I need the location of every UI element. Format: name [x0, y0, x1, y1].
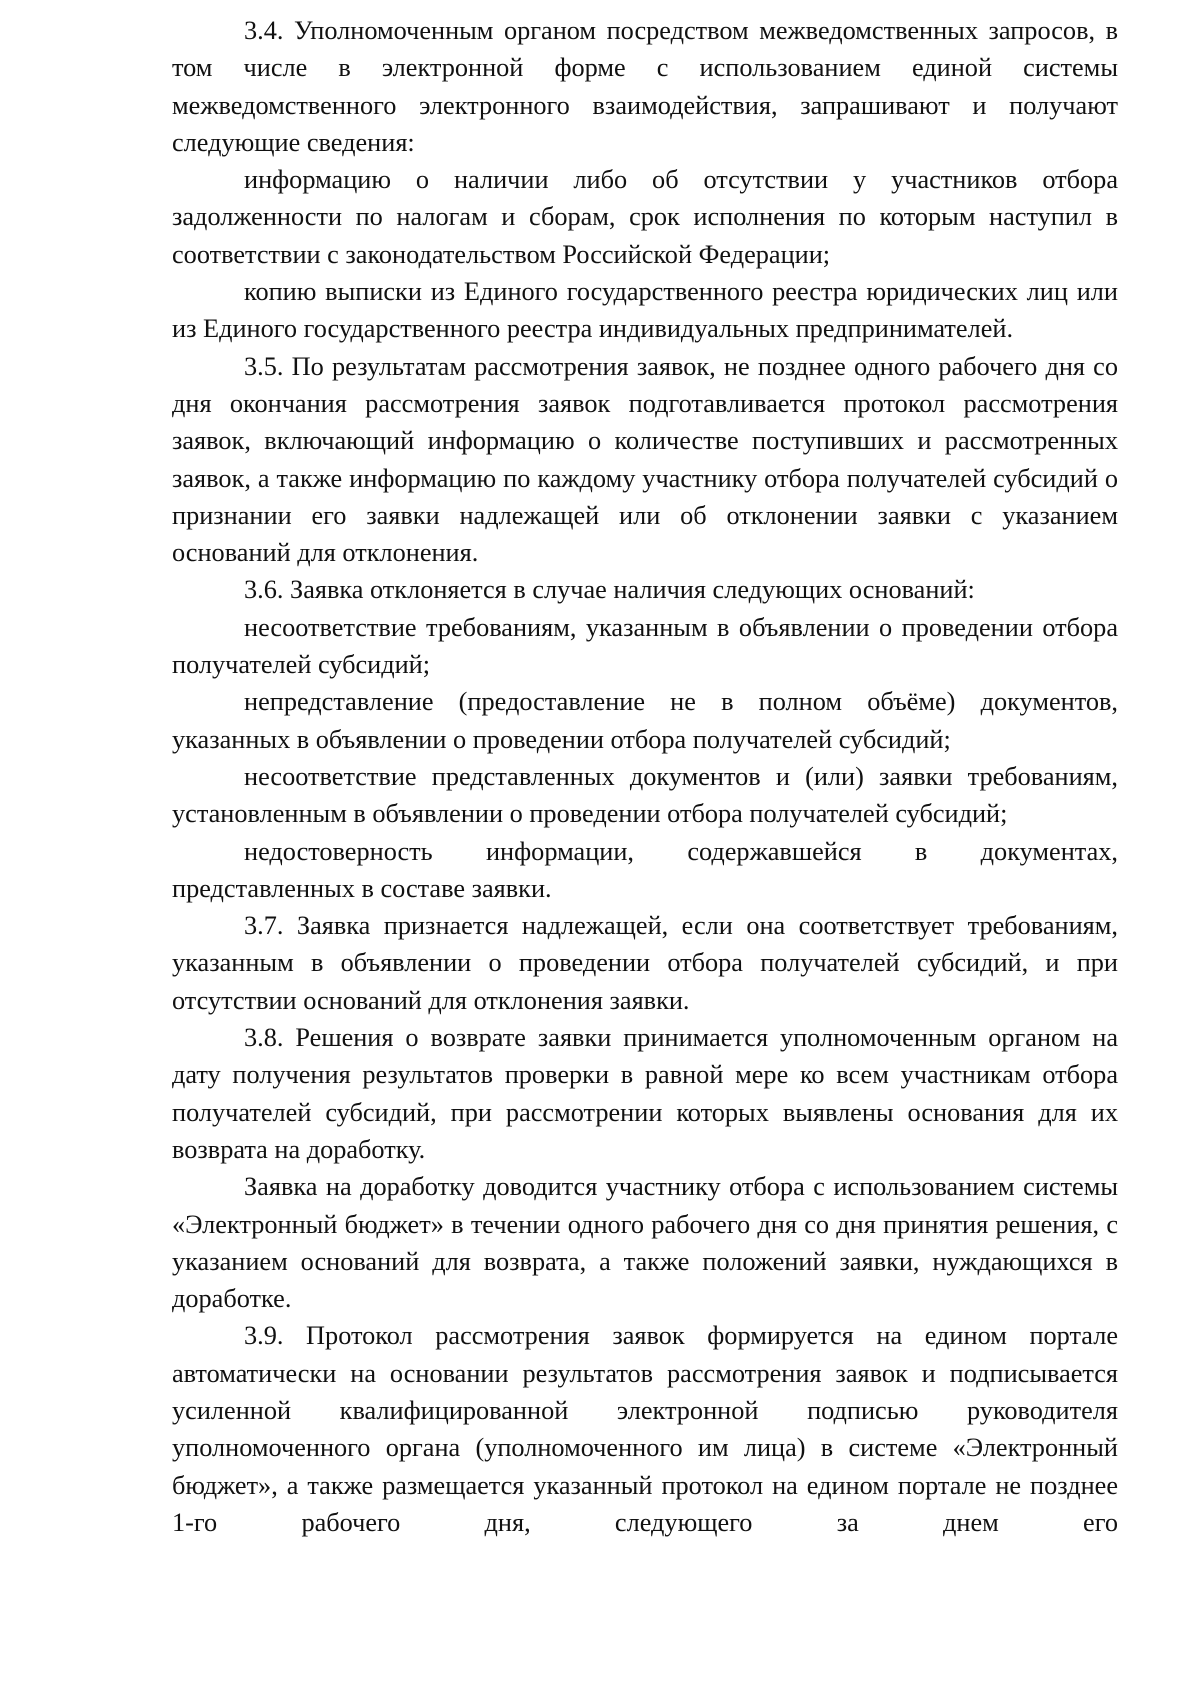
- paragraph-registry-extract: копию выписки из Единого государственного реестра юридических лиц или из Единого государственного реестра индивидуальных предпринимателей.: [172, 277, 1118, 344]
- paragraph-revision-notice: Заявка на доработку доводится участнику отбора с использованием системы «Электронный бюджет» в течении одного рабочего дня со дня принятия решения, с указанием оснований для возврата, а также положений заявки, нуждающихся в доработке.: [172, 1172, 1118, 1314]
- paragraph-tax-debt-info: информацию о наличии либо об отсутствии у участников отбора задолженности по налогам и сборам, срок исполнения по которым наступил в соответствии с законодательством Российской Федерации;: [172, 165, 1118, 269]
- document-page: [172, 12, 1118, 1541]
- paragraph-rejection-reason-3: несоответствие представленных документов и (или) заявки требованиям, установленным в объявлении о проведении отбора получателей субсидий;: [172, 761, 1118, 829]
- paragraph-rejection-reason-1: несоответствие требованиям, указанным в объявлении о проведении отбора получателей субсидий;: [172, 612, 1118, 680]
- paragraph-3-6: 3.6. Заявка отклоняется в случае наличия следующих оснований:: [244, 575, 975, 605]
- paragraph-3-7: 3.7. Заявка признается надлежащей, если она соответствует требованиям, указанным в объявлении о проведении отбора получателей субсидий, и при отсутствии оснований для отклонения заявки.: [172, 911, 1118, 1015]
- paragraph-rejection-reason-4: недостоверность информации, содержавшейся в документах, представленных в составе заявки.: [172, 836, 1118, 903]
- paragraph-rejection-reason-2: непредставление (предоставление не в полном объёме) документов, указанных в объявлении о проведении отбора получателей субсидий;: [172, 687, 1118, 754]
- paragraph-3-9: 3.9. Протокол рассмотрения заявок формируется на едином портале автоматически на основании результатов рассмотрения заявок и подписывается усиленной квалифицированной электронной подписью руководителя уполномоченного органа (уполномоченного им лица) в системе «Электронный бюджет», а также размещается указанный протокол на едином портале не позднее 1-го рабочего дня, следующего за днем его: [172, 1321, 1118, 1537]
- paragraph-3-4: 3.4. Уполномоченным органом посредством межведомственных запросов, в том числе в электронной форме с использованием единой системы межведомственного электронного взаимодействия, запрашивают и получают следующие сведения:: [172, 16, 1118, 157]
- paragraph-3-8: 3.8. Решения о возврате заявки принимается уполномоченным органом на дату получения результатов проверки в равной мере ко всем участникам отбора получателей субсидий, при рассмотрении которых выявлены основания для их возврата на доработку.: [172, 1023, 1118, 1164]
- paragraph-3-5: 3.5. По результатам рассмотрения заявок, не позднее одного рабочего дня со дня окончания рассмотрения заявок подготавливается протокол рассмотрения заявок, включающий информацию о количестве поступивших и рассмотренных заявок, а также информацию по каждому участнику отбора получателей субсидий о признании его заявки надлежащей или об отклонении заявки с указанием оснований для отклонения.: [172, 351, 1118, 568]
